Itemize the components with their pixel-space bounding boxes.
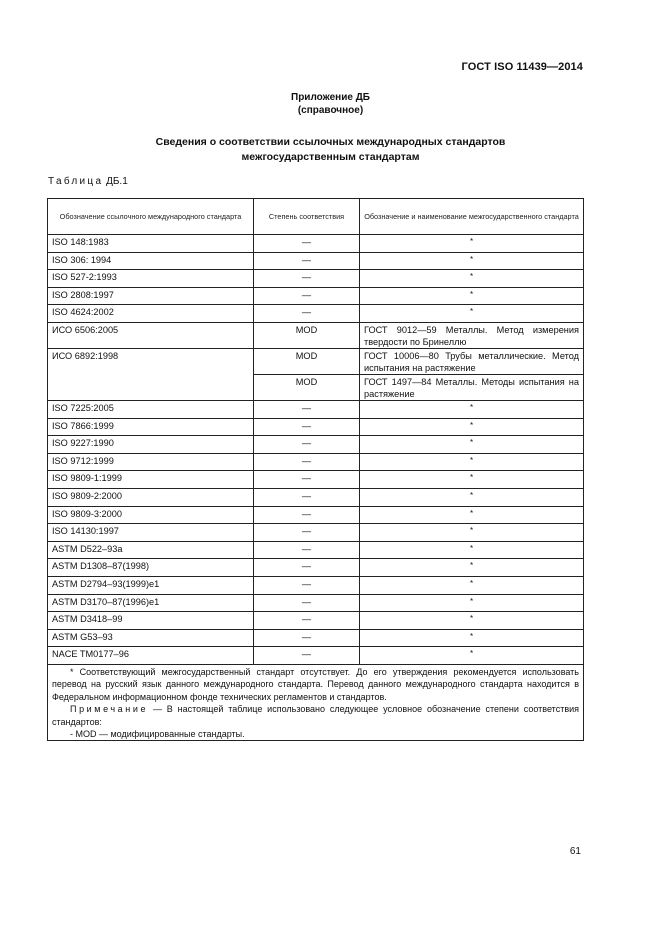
table-row — [48, 541, 584, 559]
table-row — [48, 400, 584, 418]
degree-cell: MOD — [254, 322, 360, 348]
ref-cell: * — [360, 488, 584, 506]
column-header-degree: Степень соответствия — [254, 199, 360, 235]
degree-cell: — — [254, 629, 360, 647]
table-row — [48, 576, 584, 594]
degree-cell: — — [254, 647, 360, 665]
std-cell: ИСО 6506:2005 — [48, 322, 254, 348]
std-cell: ISO 14130:1997 — [48, 524, 254, 542]
degree-cell: MOD — [254, 348, 360, 374]
degree-cell: — — [254, 400, 360, 418]
ref-cell: * — [360, 559, 584, 577]
table-row — [48, 453, 584, 471]
ref-cell: * — [360, 524, 584, 542]
std-cell: ASTM D1308–87(1998) — [48, 559, 254, 577]
ref-cell: * — [360, 471, 584, 489]
annex-title: Приложение ДБ — [291, 92, 370, 103]
std-cell: ISO 7866:1999 — [48, 418, 254, 436]
heading-line-2: межгосударственным стандартам — [241, 151, 420, 163]
std-cell: ISO 9227:1990 — [48, 436, 254, 454]
table-footnote-row — [48, 664, 584, 740]
table-row — [48, 252, 584, 270]
std-cell: NACE TM0177–96 — [48, 647, 254, 665]
ref-cell: * — [360, 252, 584, 270]
degree-cell: — — [254, 612, 360, 630]
ref-cell: * — [360, 305, 584, 323]
note-item: - MOD — модифицированные стандарты. — [70, 728, 245, 739]
footnote-text: * Соответствующий межгосударственный стандарт отсутствует. До его утверждения рекомендуется использовать перевод на русский язык данного международного стандарта. Перевод данного международного стандарта находится в Федеральном информационном фонде технических регламентов и стандартов. — [52, 666, 579, 702]
degree-cell: — — [254, 524, 360, 542]
std-cell: ISO 2808:1997 — [48, 287, 254, 305]
table-row — [48, 488, 584, 506]
table-row — [48, 270, 584, 288]
table-row — [48, 594, 584, 612]
std-cell: ISO 9809-3:2000 — [48, 506, 254, 524]
std-cell: ИСО 6892:1998 — [48, 348, 254, 400]
std-cell: ISO 9809-1:1999 — [48, 471, 254, 489]
document-code: ГОСТ ISO 11439—2014 — [461, 61, 583, 73]
std-cell: ISO 148:1983 — [48, 235, 254, 253]
ref-cell: * — [360, 418, 584, 436]
std-cell: ASTM G53–93 — [48, 629, 254, 647]
page-number: 61 — [569, 846, 581, 857]
column-header-ref: Обозначение и наименование межгосударственного стандарта — [360, 199, 584, 235]
degree-cell: — — [254, 488, 360, 506]
table-row — [48, 235, 584, 253]
ref-cell: * — [360, 612, 584, 630]
table-caption-word: Таблица — [48, 176, 104, 187]
note-label: Примечание — [70, 704, 149, 715]
std-cell: ISO 527-2:1993 — [48, 270, 254, 288]
degree-cell: — — [254, 453, 360, 471]
table-row — [48, 348, 584, 374]
std-cell: ASTM D3418–99 — [48, 612, 254, 630]
degree-cell: — — [254, 305, 360, 323]
ref-cell: * — [360, 270, 584, 288]
ref-cell: * — [360, 235, 584, 253]
note-paragraph — [52, 703, 579, 728]
std-cell: ISO 9809-2:2000 — [48, 488, 254, 506]
table-caption — [48, 176, 128, 187]
std-cell: ASTM D522–93a — [48, 541, 254, 559]
table-row — [48, 559, 584, 577]
degree-cell: — — [254, 471, 360, 489]
table-row — [48, 287, 584, 305]
table-row — [48, 436, 584, 454]
table-footnote — [48, 664, 584, 740]
degree-cell: — — [254, 418, 360, 436]
degree-cell: — — [254, 594, 360, 612]
section-heading — [0, 135, 661, 165]
ref-cell: * — [360, 647, 584, 665]
ref-cell: * — [360, 453, 584, 471]
std-cell: ASTM D2794–93(1999)e1 — [48, 576, 254, 594]
degree-cell: — — [254, 235, 360, 253]
table-row — [48, 471, 584, 489]
table-row — [48, 418, 584, 436]
ref-cell: ГОСТ 1497—84 Металлы. Методы испытания на растяжение — [360, 374, 584, 400]
ref-cell: * — [360, 629, 584, 647]
std-cell: ASTM D3170–87(1996)e1 — [48, 594, 254, 612]
ref-cell: * — [360, 436, 584, 454]
ref-cell: * — [360, 576, 584, 594]
table-caption-number: ДБ.1 — [106, 176, 128, 187]
table-row — [48, 612, 584, 630]
degree-cell: — — [254, 506, 360, 524]
std-cell: ISO 306: 1994 — [48, 252, 254, 270]
ref-cell: * — [360, 594, 584, 612]
table-row — [48, 305, 584, 323]
table-row — [48, 506, 584, 524]
degree-cell: — — [254, 541, 360, 559]
ref-cell: * — [360, 287, 584, 305]
table-header-row — [48, 199, 584, 235]
degree-cell: — — [254, 576, 360, 594]
column-header-std: Обозначение ссылочного международного стандарта — [48, 199, 254, 235]
std-cell: ISO 9712:1999 — [48, 453, 254, 471]
table-row — [48, 647, 584, 665]
annex-subtitle: (справочное) — [297, 105, 364, 116]
degree-cell: — — [254, 559, 360, 577]
note-text: — В настоящей таблице использовано следующее условное обозначение степени соответствия стандартов: — [52, 704, 579, 727]
degree-cell: — — [254, 270, 360, 288]
table-row — [48, 322, 584, 348]
ref-cell: * — [360, 400, 584, 418]
degree-cell: MOD — [254, 374, 360, 400]
degree-cell: — — [254, 252, 360, 270]
ref-cell: * — [360, 506, 584, 524]
standards-table — [47, 198, 584, 741]
ref-cell: * — [360, 541, 584, 559]
ref-cell: ГОСТ 9012—59 Металлы. Метод измерения твердости по Бринеллю — [360, 322, 584, 348]
std-cell: ISO 7225:2005 — [48, 400, 254, 418]
annex-title-block — [0, 91, 661, 117]
degree-cell: — — [254, 436, 360, 454]
heading-line-1: Сведения о соответствии ссылочных международных стандартов — [155, 136, 506, 148]
std-cell: ISO 4624:2002 — [48, 305, 254, 323]
table-row — [48, 629, 584, 647]
ref-cell: ГОСТ 10006—80 Трубы металлические. Метод испытания на растяжение — [360, 348, 584, 374]
table-row — [48, 524, 584, 542]
degree-cell: — — [254, 287, 360, 305]
